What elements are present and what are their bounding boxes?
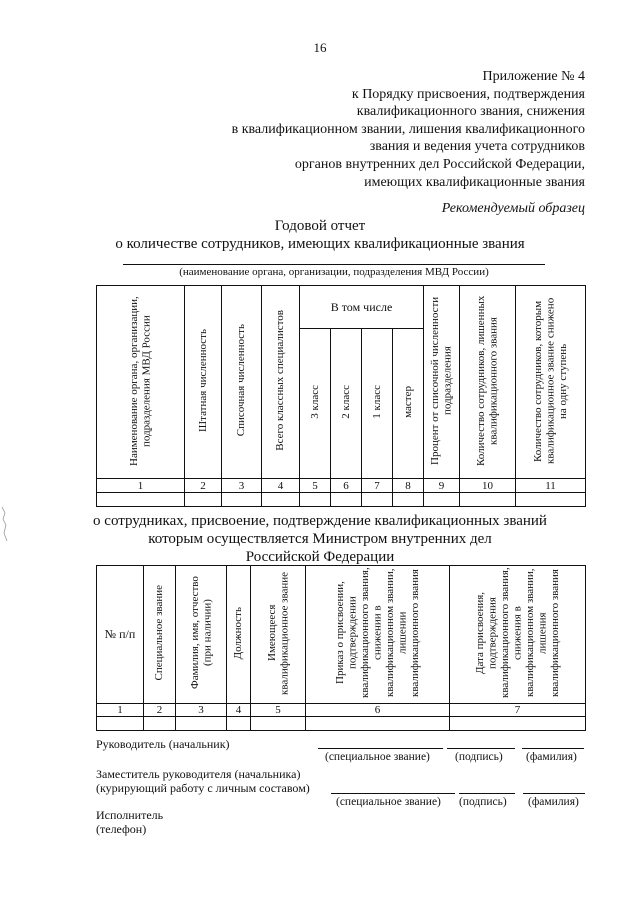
column-number: 6 xyxy=(306,704,450,717)
column-number: 8 xyxy=(393,479,424,493)
summary-table xyxy=(96,285,586,507)
col-staff-count: Штатная численность xyxy=(185,286,222,479)
appendix-line: в квалификационном звании, лишения квалификационного xyxy=(231,121,585,137)
head-rank-caption: (специальное звание) xyxy=(325,751,430,763)
subtitle-line-1: о сотрудниках, присвоение, подтверждение квалификационных званий xyxy=(93,513,547,529)
appendix-line: имеющих квалификационные звания xyxy=(364,174,585,190)
head-sign-line xyxy=(447,748,515,749)
table-row-numbers xyxy=(97,479,586,493)
head-name-line xyxy=(522,748,584,749)
col-existing-rank: Имеющееся квалификационное звание xyxy=(251,566,306,704)
column-number: 9 xyxy=(424,479,460,493)
col-including: В том числе xyxy=(300,286,424,329)
col-lowered: Количество сотрудников, которым квалификационное звание снижено на одну ступень xyxy=(516,286,586,479)
appendix-line: к Порядку присвоения, подтверждения xyxy=(351,86,585,102)
column-number: 7 xyxy=(450,704,586,717)
column-number: 4 xyxy=(262,479,300,493)
table-row-numbers xyxy=(97,704,586,717)
page-number: 16 xyxy=(313,40,327,55)
employees-subtitle xyxy=(0,512,640,566)
column-number: 3 xyxy=(222,479,262,493)
appendix-line: квалификационного звания, снижения xyxy=(356,104,585,120)
column-number: 4 xyxy=(227,704,251,717)
subtitle-line-2: которым осуществляется Министром внутренних дел xyxy=(148,531,492,547)
column-number: 1 xyxy=(97,704,144,717)
column-number: 11 xyxy=(516,479,586,493)
col-org-name: Наименование органа, организации, подразделения МВД России xyxy=(97,286,185,479)
deputy-sign-caption: (подпись) xyxy=(459,796,507,808)
appendix-line: органов внутренних дел Российской Федерации, xyxy=(294,156,585,172)
col-fio: Фамилия, имя, отчество (при наличии) xyxy=(176,566,227,704)
scan-artifact-icon xyxy=(0,505,14,545)
table-row-empty xyxy=(97,493,586,507)
col-class-2: 2 класс xyxy=(331,329,362,479)
col-rank: Специальное звание xyxy=(144,566,176,704)
head-rank-line xyxy=(318,748,443,749)
appendix-header xyxy=(165,68,585,191)
table-row-empty xyxy=(97,717,586,731)
report-title xyxy=(0,217,640,253)
deputy-label-1: Заместитель руководителя (начальника) xyxy=(96,767,301,781)
head-label: Руководитель (начальник) xyxy=(96,737,230,751)
org-name-underline xyxy=(123,264,545,265)
recommended-sample-label: Рекомендуемый образец xyxy=(441,201,585,216)
column-number: 5 xyxy=(251,704,306,717)
deputy-rank-line xyxy=(331,793,455,794)
col-date: Дата присвоения, подтверждения квалификационного звания, снижения в квалификационном звании, лишения квалификационного звания xyxy=(450,566,586,704)
col-percent: Процент от списочной численности подразделения xyxy=(424,286,460,479)
deputy-rank-caption: (специальное звание) xyxy=(336,796,441,808)
column-number: 2 xyxy=(144,704,176,717)
col-total-specialists: Всего классных специалистов xyxy=(262,286,300,479)
appendix-line: звания и ведения учета сотрудников xyxy=(369,139,585,155)
col-list-count: Списочная численность xyxy=(222,286,262,479)
column-number: 5 xyxy=(300,479,331,493)
employees-table xyxy=(96,565,586,731)
col-deprived: Количество сотрудников, лишенных квалификационного звания xyxy=(460,286,516,479)
col-class-1: 1 класс xyxy=(362,329,393,479)
appendix-line: Приложение № 4 xyxy=(482,69,585,84)
title-line-1: Годовой отчет xyxy=(274,218,366,234)
head-sign-caption: (подпись) xyxy=(455,751,503,763)
executor-phone-label: (телефон) xyxy=(96,822,147,836)
head-name-caption: (фамилия) xyxy=(526,751,577,763)
column-number: 1 xyxy=(97,479,185,493)
column-number: 2 xyxy=(185,479,222,493)
col-master: мастер xyxy=(393,329,424,479)
col-order: Приказ о присвоении, подтверждении квалификационного звания, снижении в квалификационном звании, лишении квалификационного звания xyxy=(306,566,450,704)
deputy-sign-line xyxy=(459,793,515,794)
col-position: Должность xyxy=(227,566,251,704)
column-number: 10 xyxy=(460,479,516,493)
column-number: 3 xyxy=(176,704,227,717)
column-number: 6 xyxy=(331,479,362,493)
org-name-caption: (наименование органа, организации, подразделения МВД России) xyxy=(179,266,489,278)
column-number: 7 xyxy=(362,479,393,493)
deputy-name-line xyxy=(523,793,585,794)
deputy-label-2: (курирующий работу с личным составом) xyxy=(96,781,310,795)
subtitle-line-3: Российской Федерации xyxy=(245,549,395,565)
deputy-name-caption: (фамилия) xyxy=(528,796,579,808)
col-num: № п/п xyxy=(97,566,144,704)
executor-label: Исполнитель xyxy=(96,808,164,822)
title-line-2: о количестве сотрудников, имеющих квалификационные звания xyxy=(115,236,525,252)
col-class-3: 3 класс xyxy=(300,329,331,479)
